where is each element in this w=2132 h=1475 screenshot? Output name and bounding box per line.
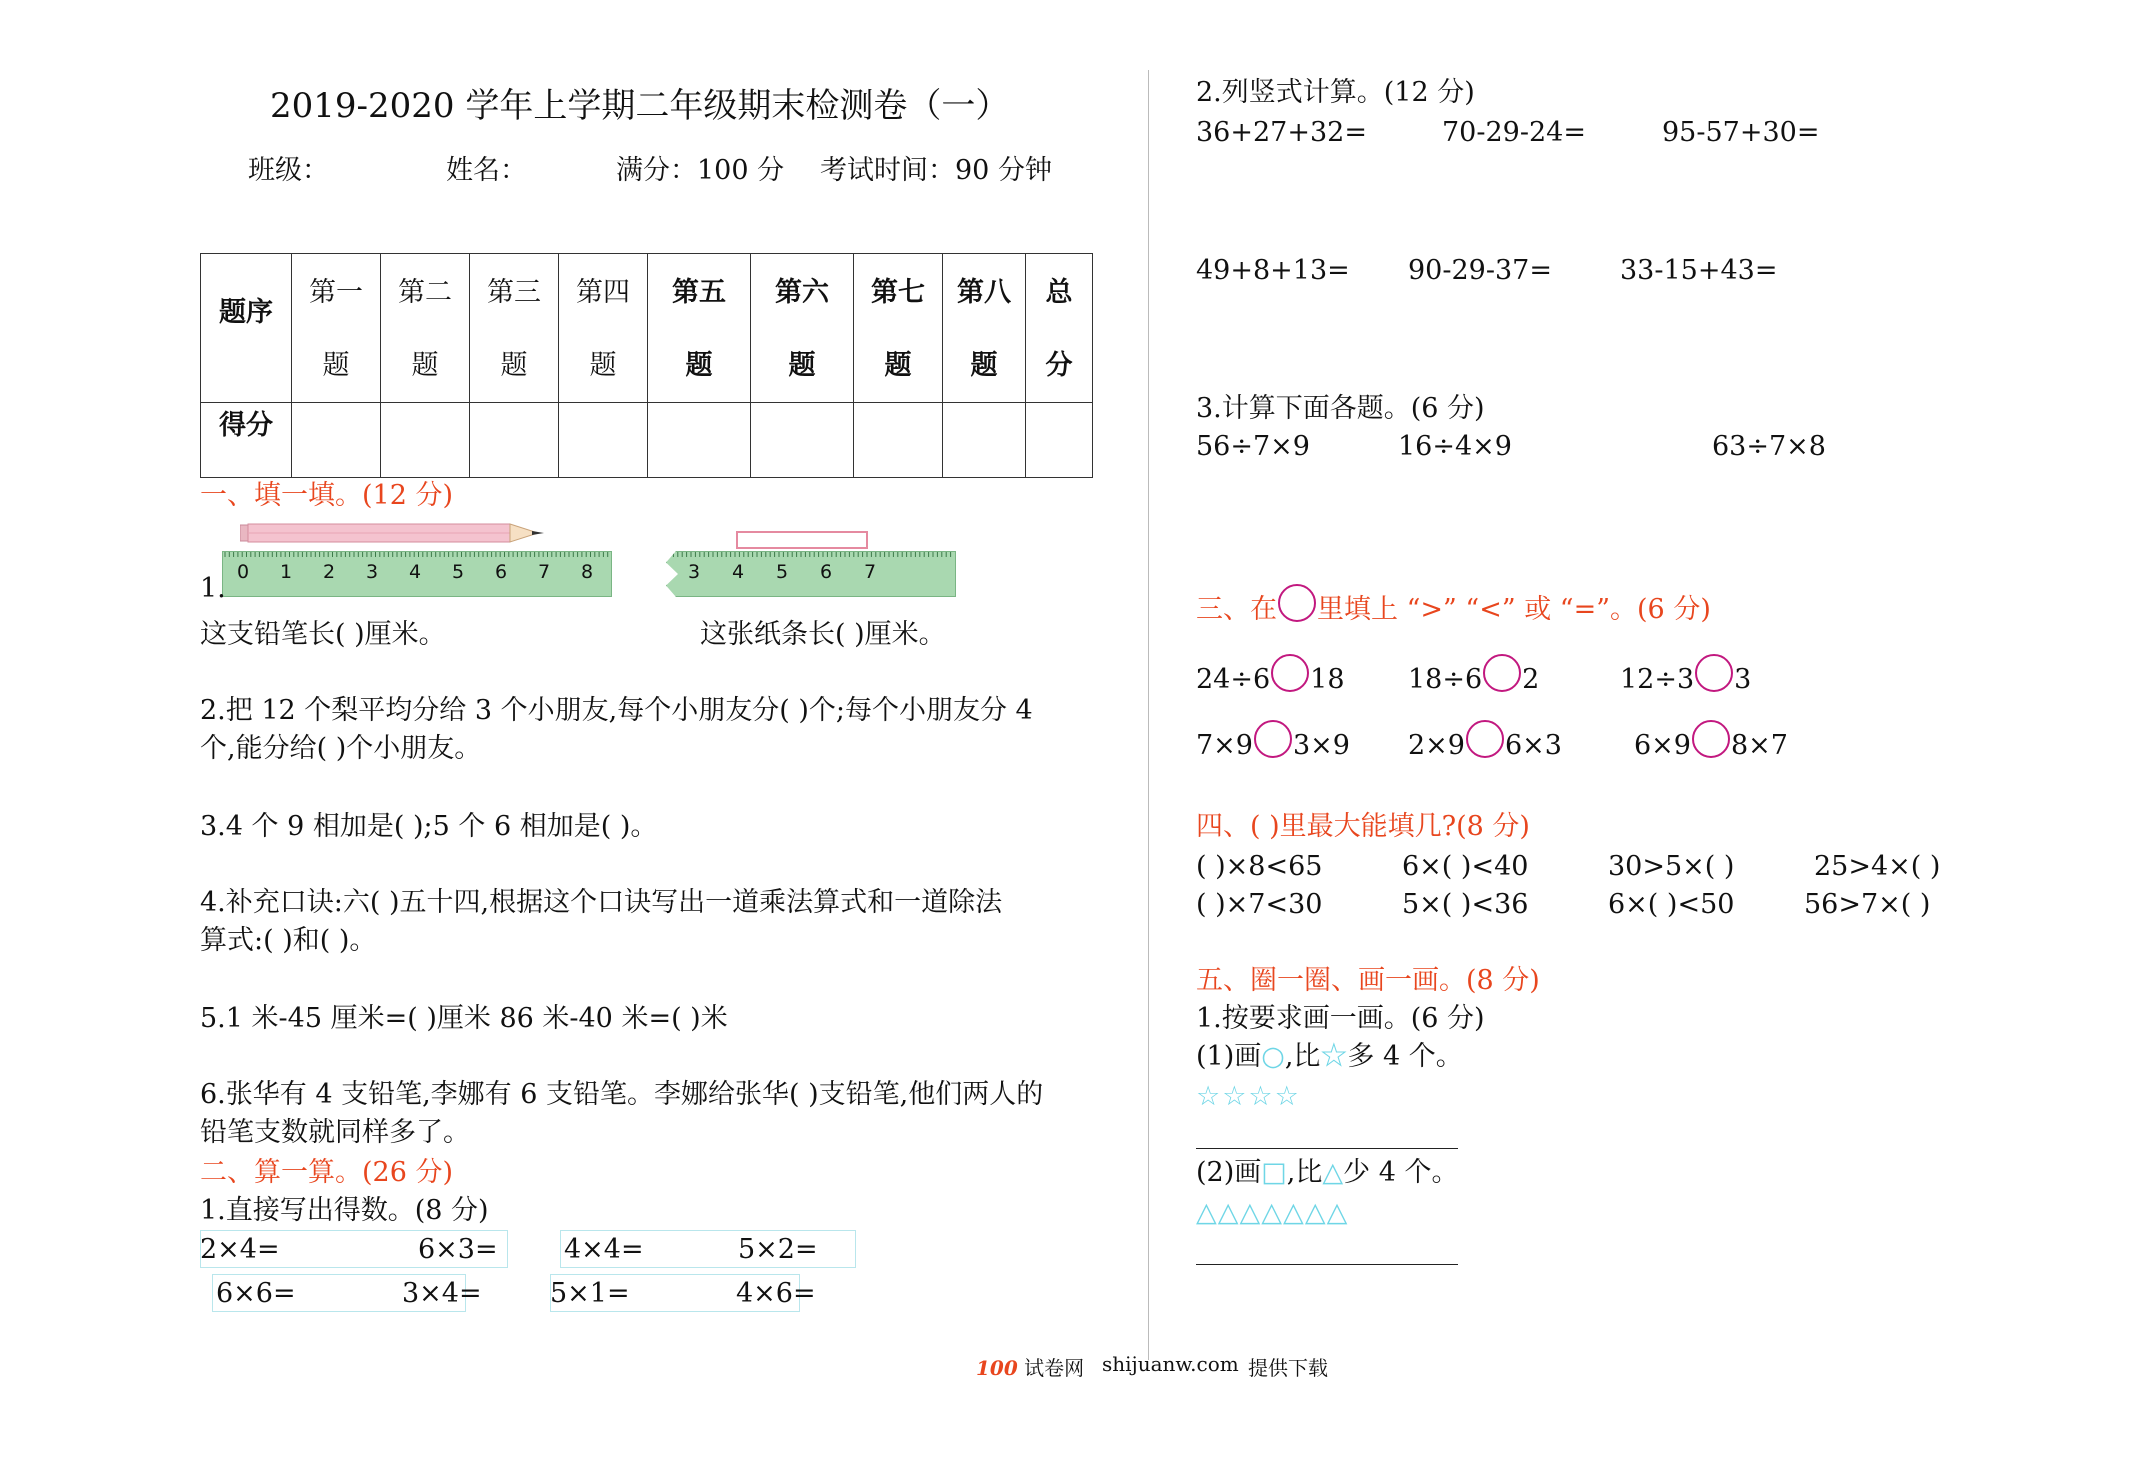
ruler-label: 8 — [581, 561, 594, 583]
score-cell[interactable] — [292, 403, 381, 478]
ruler-label: 1 — [280, 561, 293, 583]
compare-item: 7×9 3×9 — [1196, 720, 1350, 765]
score-cell[interactable] — [470, 403, 559, 478]
calc-item: 5×1= — [550, 1278, 630, 1309]
q2-line2: 个,能分给( )个小朋友。 — [200, 733, 482, 764]
vertical-calc: 90-29-37= — [1408, 255, 1552, 286]
score-cell[interactable] — [381, 403, 470, 478]
star-row: ☆☆☆☆ — [1196, 1081, 1301, 1112]
ruler-label: 0 — [237, 561, 250, 583]
score-cell[interactable] — [648, 403, 751, 478]
q1-pencil-length: 这支铅笔长( )厘米。 — [200, 619, 446, 650]
calc-item: 6×3= — [418, 1234, 498, 1265]
calc-item: 4×4= — [564, 1234, 644, 1265]
col-4: 第四 题 — [559, 254, 648, 403]
sec5-p2: (2)画□,比△少 4 个。 — [1196, 1157, 1459, 1188]
max-fill: 56>7×( ) — [1804, 889, 1931, 920]
ruler-label: 4 — [409, 561, 422, 583]
mixed-calc: 56÷7×9 — [1196, 431, 1310, 462]
sec2-q1: 1.直接写出得数。(8 分) — [200, 1195, 489, 1226]
q6-line1: 6.张华有 4 支铅笔,李娜有 6 支铅笔。李娜给张华( )支铅笔,他们两人的 — [200, 1079, 1044, 1110]
calc-item: 6×6= — [216, 1278, 296, 1309]
ruler-label: 3 — [366, 561, 379, 583]
score-cell[interactable] — [1026, 403, 1093, 478]
compare-item: 2×9 6×3 — [1408, 720, 1562, 765]
calc-item: 2×4= — [200, 1234, 280, 1265]
vertical-calc: 49+8+13= — [1196, 255, 1350, 286]
sec5-q1: 1.按要求画一画。(6 分) — [1196, 1003, 1485, 1034]
sec5-p1: (1)画○,比☆多 4 个。 — [1196, 1041, 1463, 1072]
compare-circle[interactable] — [1466, 720, 1504, 758]
section3-heading: 三、在 里填上 “>” “<” 或 “=”。(6 分) — [1196, 584, 1711, 629]
pencil-image — [240, 522, 550, 544]
max-fill: ( )×8<65 — [1196, 851, 1323, 882]
max-fill: 6×( )<50 — [1608, 889, 1735, 920]
footer-note: 提供下载 — [1248, 1356, 1328, 1380]
footer-site-name: 试卷网 — [1024, 1356, 1085, 1380]
full-score: 满分：100 分 — [616, 155, 785, 186]
row-label-score: 得分 — [201, 403, 292, 478]
compare-item: 24÷6 18 — [1196, 654, 1345, 699]
vertical-calc: 33-15+43= — [1620, 255, 1778, 286]
footer-url[interactable]: shijuanw.com — [1102, 1352, 1239, 1376]
q1-strip-length: 这张纸条长( )厘米。 — [700, 619, 946, 650]
compare-item: 12÷3 3 — [1620, 654, 1751, 699]
ruler-2 — [666, 551, 956, 597]
compare-circle[interactable] — [1692, 720, 1730, 758]
compare-circle[interactable] — [1483, 654, 1521, 692]
triangle-icon: △ — [1322, 1157, 1344, 1188]
score-table — [200, 253, 1093, 478]
compare-item: 6×9 8×7 — [1634, 720, 1788, 765]
q2-line1: 2.把 12 个梨平均分给 3 个小朋友,每个小朋友分( )个;每个小朋友分 4 — [200, 695, 1033, 726]
square-icon: □ — [1261, 1157, 1287, 1188]
ruler-label: 4 — [732, 561, 745, 583]
max-fill: 5×( )<36 — [1402, 889, 1529, 920]
score-cell[interactable] — [559, 403, 648, 478]
ruler-label: 7 — [864, 561, 877, 583]
q4-line2: 算式:( )和( )。 — [200, 925, 377, 956]
compare-circle[interactable] — [1271, 654, 1309, 692]
footer — [976, 1352, 1084, 1381]
name-label: 姓名： — [446, 155, 527, 186]
vertical-calc: 36+27+32= — [1196, 117, 1367, 148]
col-1: 第一 题 — [292, 254, 381, 403]
calc-item: 5×2= — [738, 1234, 818, 1265]
col-3: 第三 题 — [470, 254, 559, 403]
section2-heading: 二、算一算。(26 分) — [200, 1157, 454, 1188]
circle-icon — [1278, 584, 1316, 622]
compare-item: 18÷6 2 — [1408, 654, 1539, 699]
max-fill: 6×( )<40 — [1402, 851, 1529, 882]
footer-logo: 100 — [976, 1356, 1018, 1380]
q6-line2: 铅笔支数就同样多了。 — [200, 1117, 470, 1148]
col-6: 第六 题 — [751, 254, 854, 403]
q1-number: 1. — [200, 573, 226, 604]
q5: 5.1 米-45 厘米=( )厘米 86 米-40 米=( )米 — [200, 1003, 728, 1034]
circle-shape-icon: ○ — [1261, 1041, 1285, 1072]
sec2-q2: 2.列竖式计算。(12 分) — [1196, 77, 1475, 108]
compare-circle[interactable] — [1254, 720, 1292, 758]
q4-line1: 4.补充口诀:六( )五十四,根据这个口诀写出一道乘法算式和一道除法 — [200, 887, 1003, 918]
page-title: 2019-2020 学年上学期二年级期末检测卷（一） — [270, 86, 1010, 126]
section5-heading: 五、圈一圈、画一画。(8 分) — [1196, 965, 1540, 996]
col-7: 第七 题 — [854, 254, 943, 403]
mixed-calc: 63÷7×8 — [1712, 431, 1826, 462]
paper-strip — [736, 531, 868, 549]
row-label-order: 题序 — [201, 254, 292, 403]
calc-item: 3×4= — [402, 1278, 482, 1309]
max-fill: 30>5×( ) — [1608, 851, 1735, 882]
column-divider — [1148, 70, 1149, 1360]
mixed-calc: 16÷4×9 — [1398, 431, 1512, 462]
section4-heading: 四、( )里最大能填几?(8 分) — [1196, 811, 1530, 842]
compare-circle[interactable] — [1695, 654, 1733, 692]
answer-line-2[interactable] — [1196, 1264, 1458, 1265]
score-cell[interactable] — [751, 403, 854, 478]
max-fill: ( )×7<30 — [1196, 889, 1323, 920]
star-icon: ☆ — [1320, 1041, 1348, 1072]
col-2: 第二 题 — [381, 254, 470, 403]
vertical-calc: 95-57+30= — [1662, 117, 1820, 148]
ruler-label: 6 — [495, 561, 508, 583]
ruler-label: 7 — [538, 561, 551, 583]
class-label: 班级： — [248, 155, 329, 186]
section1-heading: 一、填一填。(12 分) — [200, 480, 454, 511]
ruler-label: 5 — [452, 561, 465, 583]
col-8: 第八 题 — [943, 254, 1026, 403]
col-5: 第五 题 — [648, 254, 751, 403]
max-fill: 25>4×( ) — [1814, 851, 1941, 882]
triangle-row: △△△△△△△ — [1196, 1197, 1349, 1228]
ruler-label: 5 — [776, 561, 789, 583]
answer-line-1[interactable] — [1196, 1148, 1458, 1149]
sec2-q3: 3.计算下面各题。(6 分) — [1196, 393, 1485, 424]
ruler-2-ticks — [667, 552, 955, 562]
exam-time: 考试时间：90 分钟 — [820, 155, 1052, 186]
ruler-label: 2 — [323, 561, 336, 583]
score-cell[interactable] — [854, 403, 943, 478]
ruler-label: 3 — [688, 561, 701, 583]
calc-item: 4×6= — [736, 1278, 816, 1309]
vertical-calc: 70-29-24= — [1442, 117, 1586, 148]
col-total: 总 分 — [1026, 254, 1093, 403]
ruler-label: 6 — [820, 561, 833, 583]
score-cell[interactable] — [943, 403, 1026, 478]
q3: 3.4 个 9 相加是( );5 个 6 相加是( )。 — [200, 811, 658, 842]
